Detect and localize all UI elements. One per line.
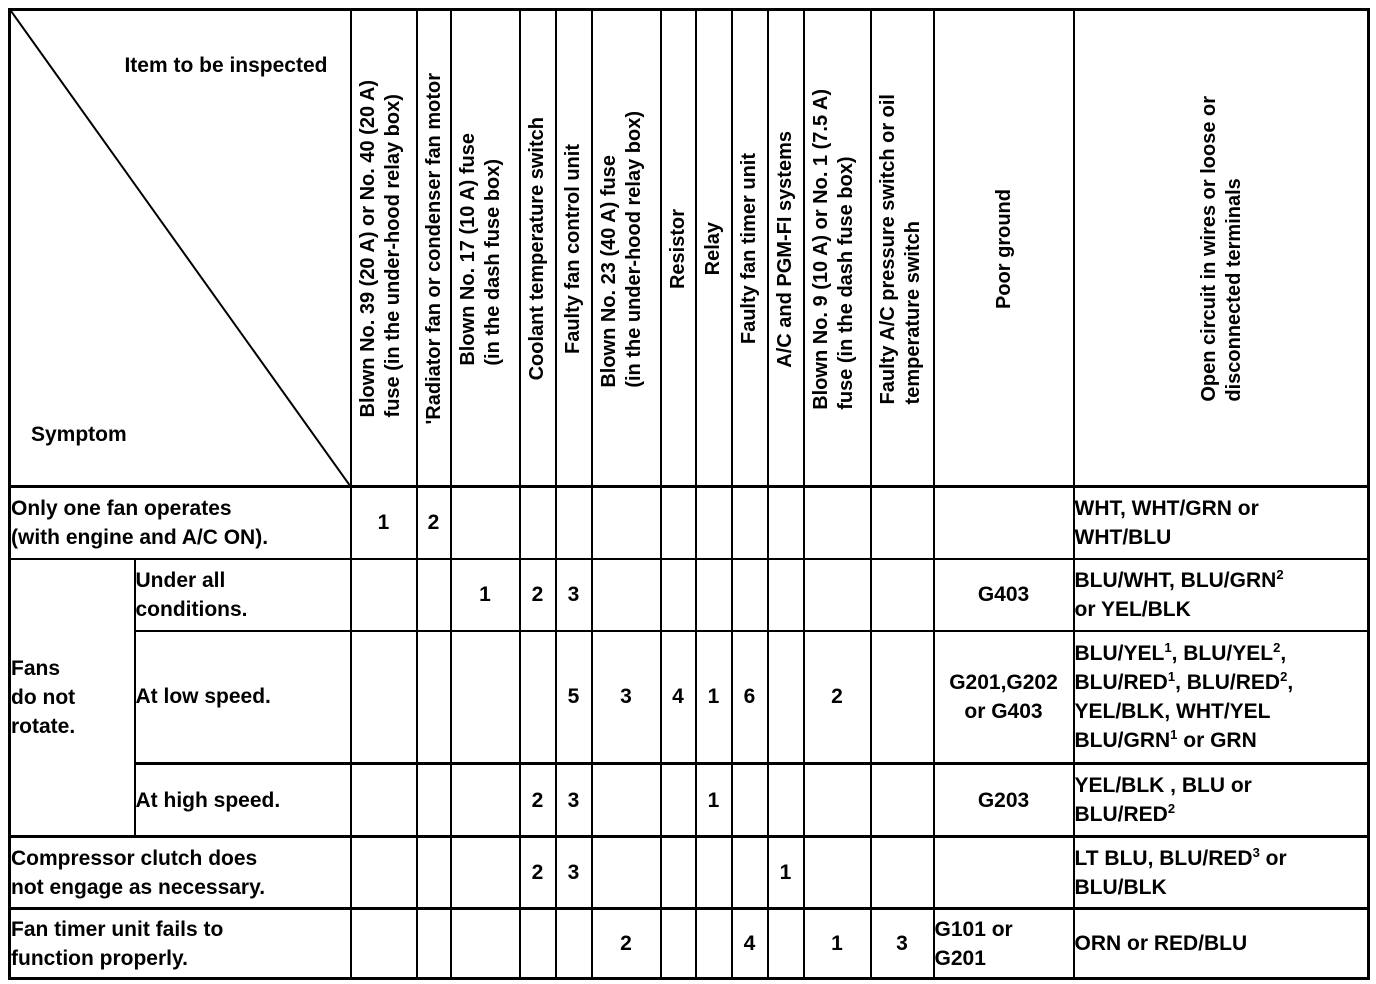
item-to-be-inspected-label: Item to be inspected — [124, 54, 328, 77]
ground-cell: G203 — [934, 764, 1074, 837]
empty-cell — [768, 909, 804, 979]
column-header-open-circuit: Open circuit in wires or loose or disconnected terminals — [1074, 10, 1369, 487]
cell-value: 3 — [592, 631, 661, 764]
empty-cell — [934, 837, 1074, 909]
table-row-fan-timer-unit — [10, 909, 1369, 979]
empty-cell — [451, 909, 520, 979]
cell-value: 3 — [556, 764, 592, 837]
empty-cell — [768, 764, 804, 837]
ground-cell: G101 or G201 — [934, 909, 1074, 979]
empty-cell — [871, 487, 934, 559]
table-row-at-low-speed — [10, 631, 1369, 764]
empty-cell — [732, 487, 768, 559]
empty-cell — [351, 837, 417, 909]
cell-value: 2 — [520, 764, 556, 837]
empty-cell — [556, 909, 592, 979]
column-header-ac-pgm-fi: A/C and PGM-FI systems — [768, 10, 804, 487]
wires-cell: WHT, WHT/GRN or WHT/BLU — [1074, 487, 1369, 559]
cell-value: 2 — [520, 559, 556, 631]
ground-cell: G403 — [934, 559, 1074, 631]
column-header-fuse-17: Blown No. 17 (10 A) fuse (in the dash fuse box) — [451, 10, 520, 487]
symptom-label: Symptom — [31, 423, 127, 446]
wires-cell: LT BLU, BLU/RED$^3$ or BLU/BLK — [1074, 837, 1369, 909]
table-row-under-all-conditions — [10, 559, 1369, 631]
symptom-cell: Only one fan operates (with engine and A/C ON). — [10, 487, 351, 559]
empty-cell — [732, 559, 768, 631]
cell-value: 3 — [871, 909, 934, 979]
empty-cell — [417, 837, 451, 909]
empty-cell — [451, 837, 520, 909]
symptom-cell: Fan timer unit fails to function properly. — [10, 909, 351, 979]
table-row-compressor-clutch — [10, 837, 1369, 909]
empty-cell — [351, 559, 417, 631]
column-header-pressure-switch: Faulty A/C pressure switch or oil temperature switch — [871, 10, 934, 487]
column-header-fan-motor: ʹRadiator fan or condenser fan motor — [417, 10, 451, 487]
cell-value: 1 — [768, 837, 804, 909]
empty-cell — [556, 487, 592, 559]
empty-cell — [871, 837, 934, 909]
cell-value: 2 — [520, 837, 556, 909]
empty-cell — [732, 837, 768, 909]
column-header-fan-timer-unit: Faulty fan timer unit — [732, 10, 768, 487]
empty-cell — [520, 909, 556, 979]
empty-cell — [351, 909, 417, 979]
fans-do-not-rotate-group: Fans do not rotate. — [10, 559, 135, 837]
empty-cell — [871, 764, 934, 837]
empty-cell — [732, 764, 768, 837]
empty-cell — [592, 559, 661, 631]
empty-cell — [804, 837, 871, 909]
empty-cell — [592, 837, 661, 909]
empty-cell — [768, 559, 804, 631]
cell-value: 2 — [417, 487, 451, 559]
table-row-at-high-speed — [10, 764, 1369, 837]
cell-value: 2 — [804, 631, 871, 764]
table-row-only-one-fan — [10, 487, 1369, 559]
header-row — [10, 10, 1369, 487]
empty-cell — [804, 559, 871, 631]
cell-value: 6 — [732, 631, 768, 764]
empty-cell — [661, 487, 696, 559]
empty-cell — [592, 487, 661, 559]
symptom-cell: Under all conditions. — [135, 559, 351, 631]
empty-cell — [592, 764, 661, 837]
column-header-resistor: Resistor — [661, 10, 696, 487]
corner-header-cell — [10, 10, 351, 487]
cell-value: 1 — [696, 764, 732, 837]
empty-cell — [351, 631, 417, 764]
wires-cell: BLU/WHT, BLU/GRN$^2$ or YEL/BLK — [1074, 559, 1369, 631]
empty-cell — [351, 764, 417, 837]
column-header-fuse-23: Blown No. 23 (40 A) fuse (in the under-hood relay box) — [592, 10, 661, 487]
ground-cell: G201,G202 or G403 — [934, 631, 1074, 764]
wires-cell: ORN or RED/BLU — [1074, 909, 1369, 979]
wires-cell: BLU/YEL$^1$, BLU/YEL$^2$, BLU/RED$^1$, BLU/RED$^2$, YEL/BLK, WHT/YEL BLU/GRN$^1$ or GRN — [1074, 631, 1369, 764]
empty-cell — [417, 559, 451, 631]
empty-cell — [871, 631, 934, 764]
cell-value: 1 — [696, 631, 732, 764]
empty-cell — [696, 559, 732, 631]
empty-cell — [417, 909, 451, 979]
empty-cell — [661, 837, 696, 909]
empty-cell — [804, 764, 871, 837]
empty-cell — [661, 559, 696, 631]
column-header-poor-ground: Poor ground — [934, 10, 1074, 487]
empty-cell — [451, 487, 520, 559]
empty-cell — [934, 487, 1074, 559]
empty-cell — [696, 487, 732, 559]
empty-cell — [804, 487, 871, 559]
empty-cell — [768, 631, 804, 764]
empty-cell — [871, 559, 934, 631]
cell-value: 1 — [451, 559, 520, 631]
cell-value: 3 — [556, 837, 592, 909]
column-header-relay: Relay — [696, 10, 732, 487]
empty-cell — [520, 487, 556, 559]
column-header-coolant-switch: Coolant temperature switch — [520, 10, 556, 487]
column-header-fuse-39-40: Blown No. 39 (20 A) or No. 40 (20 A) fuse (in the under-hood relay box) — [351, 10, 417, 487]
cell-value: 4 — [661, 631, 696, 764]
cell-value: 3 — [556, 559, 592, 631]
column-header-fan-control-unit: Faulty fan control unit — [556, 10, 592, 487]
diagnosis-table-wrapper — [8, 8, 1370, 980]
cell-value: 2 — [592, 909, 661, 979]
empty-cell — [661, 764, 696, 837]
symptom-cell: At low speed. — [135, 631, 351, 764]
empty-cell — [451, 631, 520, 764]
diagonal-divider — [11, 11, 350, 485]
cell-value: 4 — [732, 909, 768, 979]
cell-value: 1 — [804, 909, 871, 979]
symptom-cell: At high speed. — [135, 764, 351, 837]
wires-cell: YEL/BLK , BLU or BLU/RED$^2$ — [1074, 764, 1369, 837]
empty-cell — [768, 487, 804, 559]
empty-cell — [417, 631, 451, 764]
column-header-fuse-9-1: Blown No. 9 (10 A) or No. 1 (7.5 A) fuse (in the dash fuse box) — [804, 10, 871, 487]
empty-cell — [417, 764, 451, 837]
cell-value: 5 — [556, 631, 592, 764]
symptom-cell: Compressor clutch does not engage as necessary. — [10, 837, 351, 909]
fan-troubleshooting-table — [8, 8, 1370, 980]
empty-cell — [520, 631, 556, 764]
empty-cell — [451, 764, 520, 837]
empty-cell — [696, 909, 732, 979]
empty-cell — [661, 909, 696, 979]
empty-cell — [696, 837, 732, 909]
cell-value: 1 — [351, 487, 417, 559]
